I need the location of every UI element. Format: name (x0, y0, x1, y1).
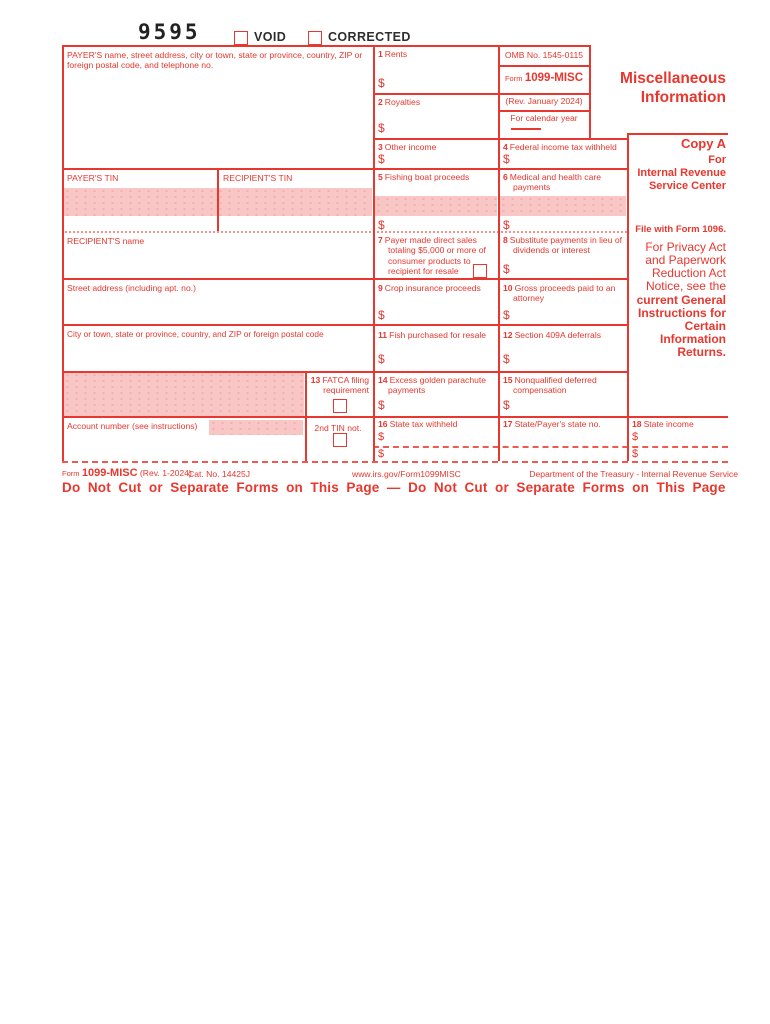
city-label: City or town, state or province, country, and ZIP or foreign postal code (67, 329, 324, 339)
footer-form-number: 1099-MISC (81, 467, 138, 479)
box3-label: 3 Other income (378, 142, 437, 152)
copy-a-column (627, 136, 726, 360)
box2-dollar: $ (378, 121, 385, 135)
grid-line (373, 45, 375, 461)
corrected-checkbox[interactable] (308, 31, 322, 45)
revision-label: (Rev. January 2024) (505, 96, 583, 106)
form-number: 1099-MISC (524, 72, 584, 84)
copy-irs-line: Internal Revenue (637, 166, 726, 179)
copy-a-label: Copy A (680, 136, 726, 151)
box18-dollar-1: $ (632, 431, 639, 443)
box18-label: 18 State income (632, 419, 694, 429)
privacy-notice: For Privacy Act and Paperwork Reduction Act Notice, see the (645, 239, 726, 294)
box4-label: 4 Federal income tax withheld (503, 142, 617, 152)
account-label: Account number (see instructions) (67, 421, 198, 431)
box13-fatca-checkbox[interactable] (333, 399, 347, 413)
box3-dollar: $ (378, 152, 385, 166)
grid-line (62, 324, 627, 326)
account-entry-area[interactable] (209, 420, 303, 435)
recipient-name-label: RECIPIENT'S name (67, 236, 145, 246)
box16-label: 16 State tax withheld (378, 419, 458, 429)
street-label: Street address (including apt. no.) (67, 283, 196, 293)
box7-checkbox[interactable] (473, 264, 487, 278)
irs-url: www.irs.gov/Form1099MISC (352, 469, 461, 479)
corrected-label: CORRECTED (328, 30, 411, 44)
general-instructions-note: current General Instructions for Certain Information Returns. (636, 292, 726, 360)
form-number-block (499, 72, 589, 86)
void-label: VOID (254, 30, 287, 44)
calendar-year-label: For calendar year (510, 113, 578, 123)
calendar-year-blank[interactable] (511, 128, 541, 130)
box6-entry-area[interactable] (499, 196, 626, 216)
box14-dollar: $ (378, 398, 385, 412)
box14-label: 14 Excess golden parachute payments (378, 375, 487, 396)
payer-info-label: PAYER'S name, street address, city or town, state or province, country, ZIP or foreign postal code, and telephone no. (67, 50, 363, 71)
box6-label: 6 Medical and health care payments (503, 172, 602, 193)
box15-label: 15 Nonqualified deferred compensation (503, 375, 597, 396)
shaded-block (63, 372, 304, 416)
box1-label: 1 Rents (378, 49, 408, 59)
box16-dollar-1: $ (378, 431, 385, 443)
grid-line (62, 231, 627, 233)
box17-label: 17 State/Payer's state no. (503, 419, 601, 429)
box5-dollar: $ (378, 218, 385, 232)
do-not-cut-banner: Do Not Cut or Separate Forms on This Page — Do Not Cut or Separate Forms on This Page (62, 480, 726, 495)
grid-line (498, 110, 590, 112)
grid-line (62, 461, 728, 463)
footer-form-word: Form (62, 469, 80, 478)
form-code: 9595 (138, 20, 201, 44)
grid-line (217, 168, 219, 231)
copy-for-line: For (708, 154, 726, 166)
box13-label: 13 FATCA filing requirement (310, 375, 369, 396)
recipient-tin-label: RECIPIENT'S TIN (223, 173, 293, 183)
form-word: Form (504, 74, 523, 83)
copy-center-line: Service Center (648, 179, 726, 192)
footer-form-id (62, 467, 192, 479)
box9-label: 9 Crop insurance proceeds (378, 283, 481, 293)
box8-dollar: $ (503, 262, 510, 276)
grid-line (373, 93, 590, 95)
grid-line (373, 446, 728, 448)
omb-number: OMB No. 1545-0115 (504, 50, 584, 60)
form-title: Miscellaneous Information (620, 70, 726, 106)
grid-line (627, 133, 728, 135)
payer-tin-label: PAYER'S TIN (67, 173, 119, 183)
box7-label: 7 Payer made direct sales totaling $5,000 or more of consumer products to recipient for resale (378, 235, 486, 276)
grid-line (62, 45, 590, 47)
grid-line (498, 45, 500, 461)
box1-dollar: $ (378, 76, 385, 90)
box11-dollar: $ (378, 352, 385, 366)
box18-dollar-2: $ (632, 448, 639, 460)
box10-label: 10 Gross proceeds paid to an attorney (503, 283, 616, 304)
grid-line (62, 168, 627, 170)
grid-line (62, 278, 627, 280)
second-tin-label: 2nd TIN not. (314, 423, 362, 433)
box12-label: 12 Section 409A deferrals (503, 330, 602, 340)
grid-line (62, 371, 627, 373)
file-with-label: File with Form 1096. (635, 223, 726, 235)
box5-label: 5 Fishing boat proceeds (378, 172, 470, 182)
grid-line (62, 45, 64, 461)
box2-label: 2 Royalties (378, 97, 421, 107)
box11-label: 11 Fish purchased for resale (378, 330, 487, 340)
box10-dollar: $ (503, 308, 510, 322)
void-checkbox[interactable] (234, 31, 248, 45)
treasury-label: Department of the Treasury - Internal Revenue Service (529, 469, 738, 479)
box8-label: 8 Substitute payments in lieu of dividends or interest (503, 235, 623, 256)
box6-dollar: $ (503, 218, 510, 232)
catalog-number: Cat. No. 14425J (188, 469, 251, 479)
box15-dollar: $ (503, 398, 510, 412)
second-tin-checkbox[interactable] (333, 433, 347, 447)
box5-entry-area[interactable] (374, 196, 497, 216)
box9-dollar: $ (378, 308, 385, 322)
box16-dollar-2: $ (378, 448, 385, 460)
grid-line (498, 65, 590, 67)
box4-dollar: $ (503, 152, 510, 166)
box12-dollar: $ (503, 352, 510, 366)
footer-revision: (Rev. 1-2024) (139, 468, 192, 478)
